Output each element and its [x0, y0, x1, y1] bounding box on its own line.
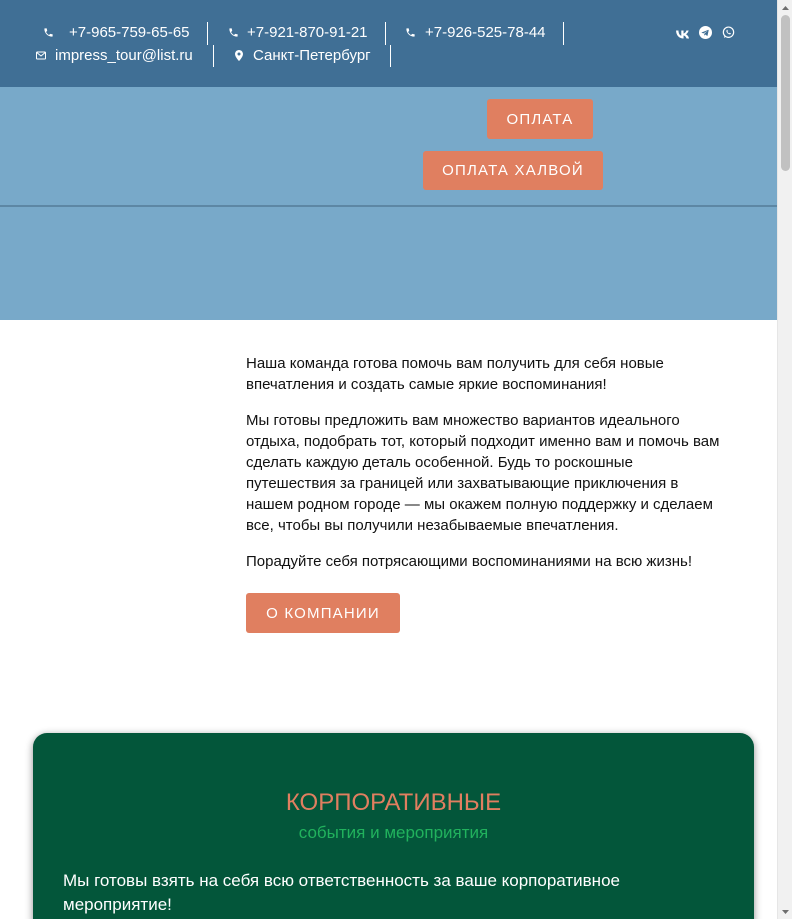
divider — [207, 22, 208, 45]
vertical-scrollbar[interactable] — [777, 0, 792, 919]
phone-number-1: +7-965-759-65-65 — [69, 24, 190, 41]
divider — [213, 45, 214, 67]
corporate-events-card — [33, 733, 754, 919]
corporate-subtitle: события и мероприятия — [298, 823, 489, 842]
phone-number-3: +7-926-525-78-44 — [425, 24, 546, 41]
pay-button[interactable]: ОПЛАТА — [487, 99, 593, 139]
about-paragraph-1: Наша команда готова помочь вам получить для себя новые впечатления и создать самые яркие воспоминания! — [246, 355, 664, 393]
phone-icon — [228, 27, 239, 38]
email-link[interactable] — [36, 47, 193, 64]
about-paragraph-3: Порадуйте себя потрясающими воспоминаниями на всю жизнь! — [246, 553, 692, 570]
divider — [385, 22, 386, 45]
social-links — [676, 26, 735, 44]
location-pin-icon — [235, 50, 243, 61]
scroll-up-arrow-icon[interactable] — [778, 0, 792, 15]
city-link[interactable] — [235, 47, 371, 64]
phone-number-2: +7-921-870-91-21 — [247, 24, 368, 41]
pay-halva-button[interactable]: ОПЛАТА ХАЛВОЙ — [423, 151, 603, 190]
divider — [390, 45, 391, 67]
hero-divider — [0, 205, 777, 207]
hero-banner — [0, 87, 777, 320]
telegram-icon[interactable] — [699, 26, 712, 44]
phone-icon — [405, 27, 416, 38]
scrollbar-thumb[interactable] — [781, 15, 790, 171]
about-company-button[interactable]: О КОМПАНИИ — [246, 593, 400, 633]
city-name: Санкт-Петербург — [253, 47, 371, 64]
corporate-title: КОРПОРАТИВНЫЕ — [285, 789, 502, 816]
email-address: impress_tour@list.ru — [55, 47, 193, 64]
vk-icon[interactable] — [676, 26, 690, 44]
whatsapp-icon[interactable] — [722, 26, 735, 44]
divider — [563, 22, 564, 45]
top-contact-bar — [0, 0, 777, 87]
about-paragraph-2: Мы готовы предложить вам множество вариантов идеального отдыха, подобрать тот, который подходит именно вам и помочь вам сделать каждую деталь особенной. Будь то роскошные путешествия за границей или захватывающие приключения в нашем родном городе — мы окажем полную поддержку и сделаем все, чтобы вы получили незабываемые впечатления. — [246, 412, 720, 534]
scroll-down-arrow-icon[interactable] — [778, 904, 792, 919]
envelope-icon — [36, 51, 46, 60]
phone-link-3[interactable] — [405, 24, 546, 41]
phone-link-1[interactable] — [43, 24, 190, 41]
phone-link-2[interactable] — [228, 24, 368, 41]
corporate-description: Мы готовы взять на себя всю ответственность за ваше корпоративное мероприятие! — [63, 871, 620, 914]
phone-icon — [43, 27, 54, 38]
